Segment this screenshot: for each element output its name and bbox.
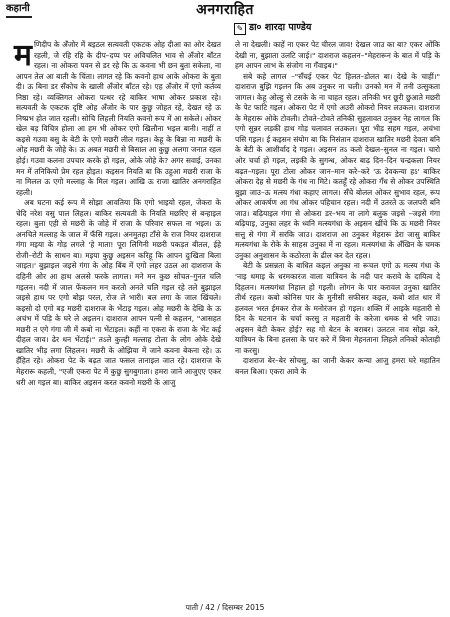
right-column — [235, 40, 440, 600]
paragraph: अब घटना कई रूप में सोझा आवतिया कि एगो भाइयो रहल, जेकरा के चेदि नरेश वसु पाल लिहल। बाकिर सत्यवती के नियति मछरिए से बन्हाइल रहल। बुला एही से मछरी के जोहे में राजा के परिवार सफल ना भइल। ऊ अनचिते मल्लाह के जाल में फँसि गइल। अनमुतहा टाँसे के राज नियर दाशराज गंगा मइया के गोड़ लगले 'हे माता! पूरा लिगिनी मछरी पकड़त बीतल, ईहे रोजी–रोटी के साधन बा। मइया कुछु अइसन करिहू कि आपन दुःखिता बिला जाइत।' बुझाइल जइसे गंगा के ओह बिंब में एगो लहर उठल आ दाशराज के दहिनी ओर आ हाथ अलसे फरके लागल। मने मन कुछ सोचत–गुनत चलि गइलन। नदी में जाल फेंकलन मन करतो अनते चलि गइल रहे तले बुझाइल जइसे हाथ पर एगो बोझ परल, रोज ले भारी। बल लगा के जाल खिंचले। कइसो दो एगो बड़ मछरी दाशराज के भेंटाइ गइल। ओह मछरी के देखि के ऊ अचंभ में पड़ि के घरे ले अइलन। दाशराज आपन पत्नी से कहलन, "आसहत मछरी त एगे गंगा जी में कबो ना भेंटाइल। कहीं ना एकरा के राजा के भेंट कई दीहल जाव। ढेर धन भेंटाई।" तऽले कुल्ही मल्लाह टोला के लोग ओके देखे खातिर भीड़ लगा लिहलन। मछरी के ओझिया में जाने कवना बेकना रहे। ऊ हँहित रहे। ओकरा पेट के बढ़त जात फसल तानाइल जात रहे। दाशराज के मेहरारू कहली, "एजी एकरा पेट में कुछु सुगबुगाता। हमरा जाने आजुएए एकर धरी आ गइल बा। बाकिर अइसन करत कवनो मछरी के आजु — [16, 198, 221, 387]
paragraph: बेटी के प्रसन्नता के बाधित कइल अनुका ना रूचल एगो ऊ मत्स्य गंधा के 'नाइ थमाइ के धरमकारज वाला यात्रियन के नदी पार करावे के दायित्व दे दिहलन। मत्स्यगंधा निहाल हो गइली। लोगन के पार करावल उनुका खातिर तीर्थ रहल। कबो कोनिस पार के मुनीसी सफीसर कइल, कबो शांत धार में हलवल भरत ईमकर रोज के मनोरंजन हो गइल। शक्ति में आइके महतारी से दिन के घटनान के चर्चा करसु त महतारी के करेजा धमक से भरि जाउ। अइसन बेटी केकर होई? सह गो बेटन के बराबर। उलटल नाव सोझ करे, यात्रियन के बिना हलसा के पार करे में बिना मेहनताना लिहले तनिको कोताही ना करसु। — [235, 261, 440, 355]
drop-cap: म — [14, 38, 32, 73]
paragraph: ले ना देखली। काहें ना एकर पेट चीरल जाव! देखल जाउ का बा? एकर ओंकि देखी ना, बुझाता उलटि जाई।" दाशराज कहलन–"मेहरारून के बात में पड़ि के हम आपन लाभ के संजोग ना गँवाइब।" — [235, 40, 440, 71]
page-header — [0, 0, 450, 42]
pen-icon: ✎ — [234, 23, 246, 35]
page-footer: पाती / 42 / दिसम्बर 2015 — [185, 603, 265, 612]
section-tag: कहानी — [6, 2, 32, 18]
story-title: अनगराहित — [196, 2, 254, 18]
left-column — [16, 40, 221, 600]
paragraph-text: णिदीप के अँजोर में बइठल सत्यवती एकटक ओह दीआ का ओर देखत रहली, जे रहि रहि के दीप–दप्प पर अविचलित भाव से अँजोर बाँटत रहल। ना ओकरा पवन से डर रहे कि ऊ कवना भी छन बुता सकेला, ना आपन तेल आ बाती के चिंता। लागत रहे कि कवनो हाथ आके ओकरा के बुता दी। ऊ बिना डर सँकोच के खाली अँजोर बाँटत रहे। एह अँजोर में एगो कर्तव्य निष्ठा रहे। व्यक्तिगत ओकरा पत्थर रहे बाकिर भाषा ओकर प्रकाश रहे। सत्यवती के एकटक दृष्टि ओह अँजोर के पार कुछु जोहत रहे, देखत रहे ऊ निष्प्रभ होत जात रहली। सोचि लिहली नियति कवनो रूप में आ सकेले। ओकर खेल बड़ विचित्र होला आ हम भी ओकर एगो खिलौना भइल बानी। नाहीं त कइसे गउवा बसु के बेटी के एगो मछरी लील गइल। केहू के बिन्ना ना मछरी के ओह मछरी के जोहे के। ऊ अबत मछरी से बिसाल आ कुछु अलगा जनात रहल होई। गउवा कलना उपचार करके हो गइल, ओके जोहे के? अगर सवाई, उनका मन में तनिकियो प्रेम रहत होइत। कइसन नियति बा कि उहुआ मछरी राजा के ना मिलल ऊ एगो मल्लाह के मिल गइल। आखि ऊ राजा खातिर अनगराहित रहली। — [16, 40, 221, 197]
article-body — [16, 40, 440, 600]
paragraph — [16, 40, 221, 198]
paragraph: सबे कहे लागल –"सँचई एकर पेट हिलत–डोलत बा। देखे के चाहीं।" दाशराज बुझि गइलन कि अब उनुकर ना चली। उनको मन में तनी उत्सुकता जागल। केहू ओल्हु से टसके के ना चाहत रहल। तनिकी भर छूरी छुआते मछरी के पेट फाटि गइल। ओकरा पेट में एगो अउरी ओकरो नियर लउकल। दाशराज के मेहरारू ओके टोवली। टोवते–टोवते तनिकी सुहलावत उनुकर नेह लागल कि एगो सुन्नर लड़की हाथ गोड़ चलावत लउकल। पूरा भीड़ सहम गइल, अचंभा पसि गइल। ई कइसन संयोग बा कि निसंतान दाशराज खातिर मछरी देवता बनि के बेटी के आशीर्वाद दे गइल। अइसन तऽ कतो देखल–सुनल ना गइल। चारो ओर चर्चा हो गइल, लइकी के सुगन्ध, ओकर बाढ़ दिन–दिन चन्द्रकला नियर बढ़त–गइल। पूरा टोला ओकर जान–मान करे–करे 'ऊ देवकन्या हऽ' बाकिर ओकरा देह से मछरी के गंध ना मिटे। कतहूँ रहे ओकरा गँध से ओकर उपस्थिति बुझा जाउ–ऊ मत्स्य गंधा कहाए लागल। सँचे बोलल ओकर सुभाव रहल, रूप ओकर आकर्षण आ गंध ओकर पहिचान रहल। नदी में उतरते ऊ जलपरी बनि जाउ। बढ़ियाइल गंगा से ओकरा डर–भय ना लागे बलुक जइसे –जइसे गंगा बढ़ियाइ, उनुका लहर के ध्वनि मत्स्यगंधा के अइसन खींचे कि ऊ मछरी नियर सत्तु से गंगा में सरकि जाउ। दाशराज आ उनुकर मेहरारू डेरा जासु बाकिर मत्स्यगंधा के रोके के साहस उनुका में ना रहल। मत्स्यगंधा के अँखिन के चमक उनुका अनुशासन के कठोरता के ढील कर देत रहल। — [235, 71, 440, 260]
paragraph: दाशराज बेर–बेर सोचसु, का जानी केकर कन्या आजु हमरा घरे महातिन बनल बिआ। एकरा आवे के — [235, 356, 440, 376]
author-byline — [234, 21, 311, 35]
author-name: डा० शारदा पाण्डेय — [249, 22, 312, 33]
